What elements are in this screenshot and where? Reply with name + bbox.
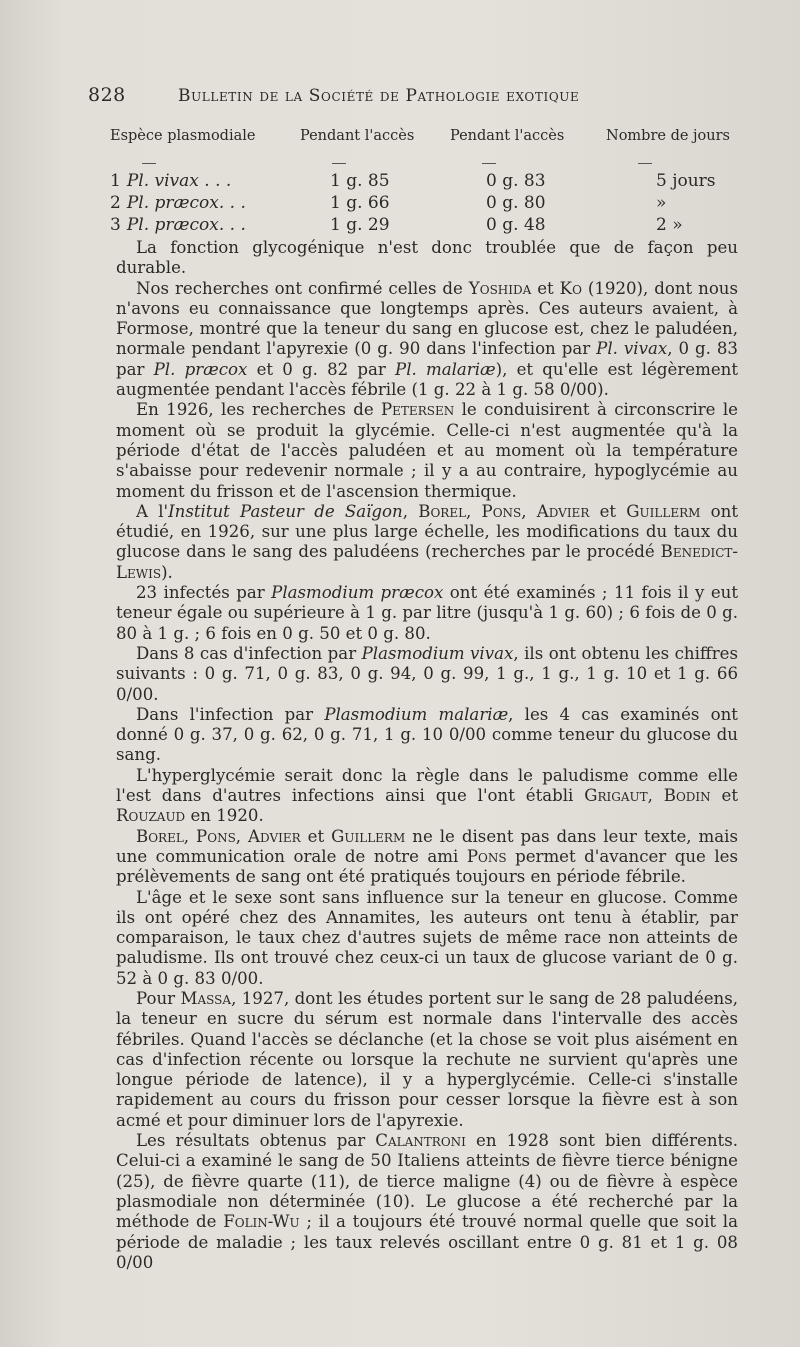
value-cell: 1 g. 66 xyxy=(330,193,390,213)
author-name: Pons xyxy=(466,846,507,866)
author-name: Folin-Wu xyxy=(223,1212,300,1232)
author-name: Guillerm xyxy=(626,501,701,521)
dash-cell xyxy=(450,148,606,170)
days-cell: » xyxy=(656,193,667,213)
dash-mark xyxy=(638,163,652,164)
dash-mark xyxy=(142,163,156,164)
text-run: Pour xyxy=(136,988,181,1008)
text-run: La fonction glycogénique n'est donc troublée que de façon peu durable. xyxy=(116,238,738,278)
paragraph xyxy=(116,583,738,644)
value-cell: 0 g. 83 xyxy=(486,171,546,191)
page-number: 828 xyxy=(88,84,126,106)
row-number: 2 xyxy=(110,193,121,213)
column-header-days: Nombre de jours xyxy=(606,128,730,144)
text-run: (1920), dont nous n'avons eu connaissance que longtemps après. Ces auteurs avaient, à Formose, montré que la teneur du sang en glucose est, chez le paludéen, normale pendant l'apyrexie (0 g. 90 dans l'infection par xyxy=(116,278,739,359)
table-header-row xyxy=(110,128,750,148)
days-cell: 2 » xyxy=(656,215,683,235)
dash-mark xyxy=(482,163,496,164)
text-run: , 0 g. 83 par xyxy=(116,339,738,379)
value-cell: 0 g. 48 xyxy=(486,215,546,235)
text-run: ont étudié, en 1926, sur une plus large échelle, les modifications du taux du glucose dans le sang des paludéens (recherches par le procédé xyxy=(116,501,739,562)
dash-cell xyxy=(110,148,300,170)
paragraph xyxy=(116,238,738,279)
author-name: Borel, Pons, Advier xyxy=(136,826,301,846)
species-name: Pl. præcox. . . xyxy=(126,193,246,213)
paragraph xyxy=(116,502,738,583)
text-run: , les 4 cas examinés ont donné 0 g. 37, 0 g. 62, 0 g. 71, 1 g. 10 0/00 comme teneur du glucose du sang. xyxy=(116,704,738,765)
journal-title: Bulletin de la Société de Pathologie exotique xyxy=(178,86,580,106)
table-row xyxy=(110,170,750,192)
paragraph xyxy=(116,888,738,989)
value-cell: 0 g. 80 xyxy=(486,193,546,213)
author-name: Borel, Pons, Advier xyxy=(418,501,590,521)
author-name: Massa xyxy=(180,988,232,1008)
text-run: Nos recherches ont confirmé celles de xyxy=(136,278,469,298)
paragraph xyxy=(116,279,738,401)
text-run: et xyxy=(531,278,560,298)
column-header-during-attack-2: Pendant l'accès xyxy=(450,128,565,144)
text-run: L'âge et le sexe sont sans influence sur la teneur en glucose. Comme ils ont opéré chez des Annamites, les auteurs ont tenu à établir, par comparaison, le taux chez d'autres sujets de même race non atteints de paludisme. Ils ont trouvé chez ceux-ci un taux de glucose variant de 0 g. 52 à 0 g. 83 0/00. xyxy=(116,887,738,988)
text-run: , xyxy=(402,501,419,521)
species-name: Plasmodium præcox xyxy=(271,583,444,603)
text-run: et xyxy=(589,501,627,521)
text-run: ; il a toujours été trouvé normal quelle que soit la période de maladie ; les taux relevés oscillant entre 0 g. 81 et 1 g. 08 0/00 xyxy=(116,1212,738,1272)
page-header xyxy=(88,84,748,114)
text-run: 23 infectés par xyxy=(136,583,272,603)
text-run: Les résultats obtenus par xyxy=(136,1131,376,1151)
author-name: Rouzaud xyxy=(116,806,186,826)
species-name: Plasmodium malariæ xyxy=(324,704,509,724)
author-name: Grigaut, Bodin xyxy=(584,786,711,806)
species-name: Pl. vivax xyxy=(596,339,668,359)
text-run: , 1927, dont les études portent sur le sang de 28 paludéens, la teneur en sucre du sérum est normale dans l'intervalle des accès fébriles. Quand l'accès se déclanche (et la chose se voit plus aisément en cas d'infection récente ou lorsque la rechute ne survient qu'après une longue période de latence), il y a hyperglycémie. Celle-ci s'installe rapidement au cours du frisson pour cesser lorsque la fièvre est à son acmé et pour diminuer lors de l'apyrexie. xyxy=(116,988,738,1130)
author-name: Yoshida xyxy=(468,278,532,298)
text-run: et 0 g. 82 par xyxy=(247,359,396,379)
species-name: Pl. præcox. . . xyxy=(126,215,246,235)
value-cell: 1 g. 85 xyxy=(330,171,390,191)
text-run: ont été examinés ; 11 fois il y eut teneur égale ou supérieure à 1 g. par litre (jusqu'à 1 g. 60) ; 6 fois de 0 g. 80 à 1 g. ; 6 fois en 0 g. 50 et 0 g. 80. xyxy=(116,583,738,643)
dash-mark xyxy=(332,163,346,164)
author-name: Calantroni xyxy=(375,1131,466,1151)
author-name: Ko xyxy=(559,278,582,298)
species-name: Plasmodium vivax xyxy=(361,643,514,663)
paragraph xyxy=(116,644,738,705)
row-number: 1 xyxy=(110,171,121,191)
column-header-species: Espèce plasmodiale xyxy=(110,128,256,144)
paragraph xyxy=(116,989,738,1131)
species-name: Pl. vivax . . . xyxy=(126,171,232,191)
author-name: Petersen xyxy=(381,400,455,420)
text-run: ), et qu'elle est légèrement augmentée pendant l'accès fébrile (1 g. 22 à 1 g. 58 0/00). xyxy=(116,359,738,400)
text-run: Dans l'infection par xyxy=(136,704,325,724)
days-cell: 5 jours xyxy=(656,171,716,191)
text-run: Dans 8 cas d'infection par xyxy=(136,643,362,663)
species-cell xyxy=(110,192,300,214)
dash-cell xyxy=(300,148,450,170)
dash-row xyxy=(110,148,750,170)
body-text xyxy=(116,238,738,1273)
text-run: en 1928 sont bien différents. Celui-ci a examiné le sang de 50 Italiens atteints de fièvre tierce bénigne (25), de fièvre quarte (11), de tierce maligne (4) ou de fièvre à espèce plasmodiale non déterminée (10). Le glucose a été recherché par la méthode de xyxy=(116,1131,738,1232)
glycemia-table xyxy=(110,128,750,236)
text-run: le conduisirent à circonscrire le moment où se produit la glycémie. Celle-ci n'est augmentée qu'à la période d'état de l'accès paludéen et au moment où la température s'abaisse pour redevenir normale ; il y a au contraire, hypoglycémie au moment du frisson et de l'ascension thermique. xyxy=(116,400,738,501)
species-cell xyxy=(110,170,300,192)
paragraph xyxy=(116,827,738,888)
text-run: en 1920. xyxy=(185,806,264,826)
text-run: ). xyxy=(161,562,173,582)
text-run: A l' xyxy=(136,501,169,521)
table-row xyxy=(110,214,750,236)
species-name: Pl. præcox xyxy=(153,359,248,379)
text-run: , ils ont obtenu les chiffres suivants : 0 g. 71, 0 g. 83, 0 g. 94, 0 g. 99, 1 g., 1 g., 1 g. 10 et 1 g. 66 0/00. xyxy=(116,643,738,704)
paragraph xyxy=(116,705,738,766)
text-run: ne le disent pas dans leur texte, mais une communication orale de notre ami xyxy=(116,826,738,866)
text-run: En 1926, les recherches de xyxy=(136,400,381,420)
institute-name: Institut Pasteur de Saïgon xyxy=(168,501,403,521)
author-name: Guillerm xyxy=(331,826,406,846)
paragraph xyxy=(116,400,738,501)
species-cell xyxy=(110,214,300,236)
paragraph xyxy=(116,766,738,827)
table-row xyxy=(110,192,750,214)
column-header-during-attack: Pendant l'accès xyxy=(300,128,415,144)
row-number: 3 xyxy=(110,215,121,235)
author-name: Benedict-Lewis xyxy=(116,542,738,582)
paragraph xyxy=(116,1131,738,1273)
text-run: L'hyperglycémie serait donc la règle dans le paludisme comme elle l'est dans d'autres infections ainsi que l'ont établi xyxy=(116,765,738,806)
species-name: Pl. malariæ xyxy=(395,359,496,379)
text-run: permet d'avancer que les prélèvements de sang ont été pratiqués toujours en période fébrile. xyxy=(116,846,738,887)
text-run: et xyxy=(300,826,332,846)
dash-cell xyxy=(606,148,750,170)
value-cell: 1 g. 29 xyxy=(330,215,390,235)
text-run: et xyxy=(710,786,738,806)
